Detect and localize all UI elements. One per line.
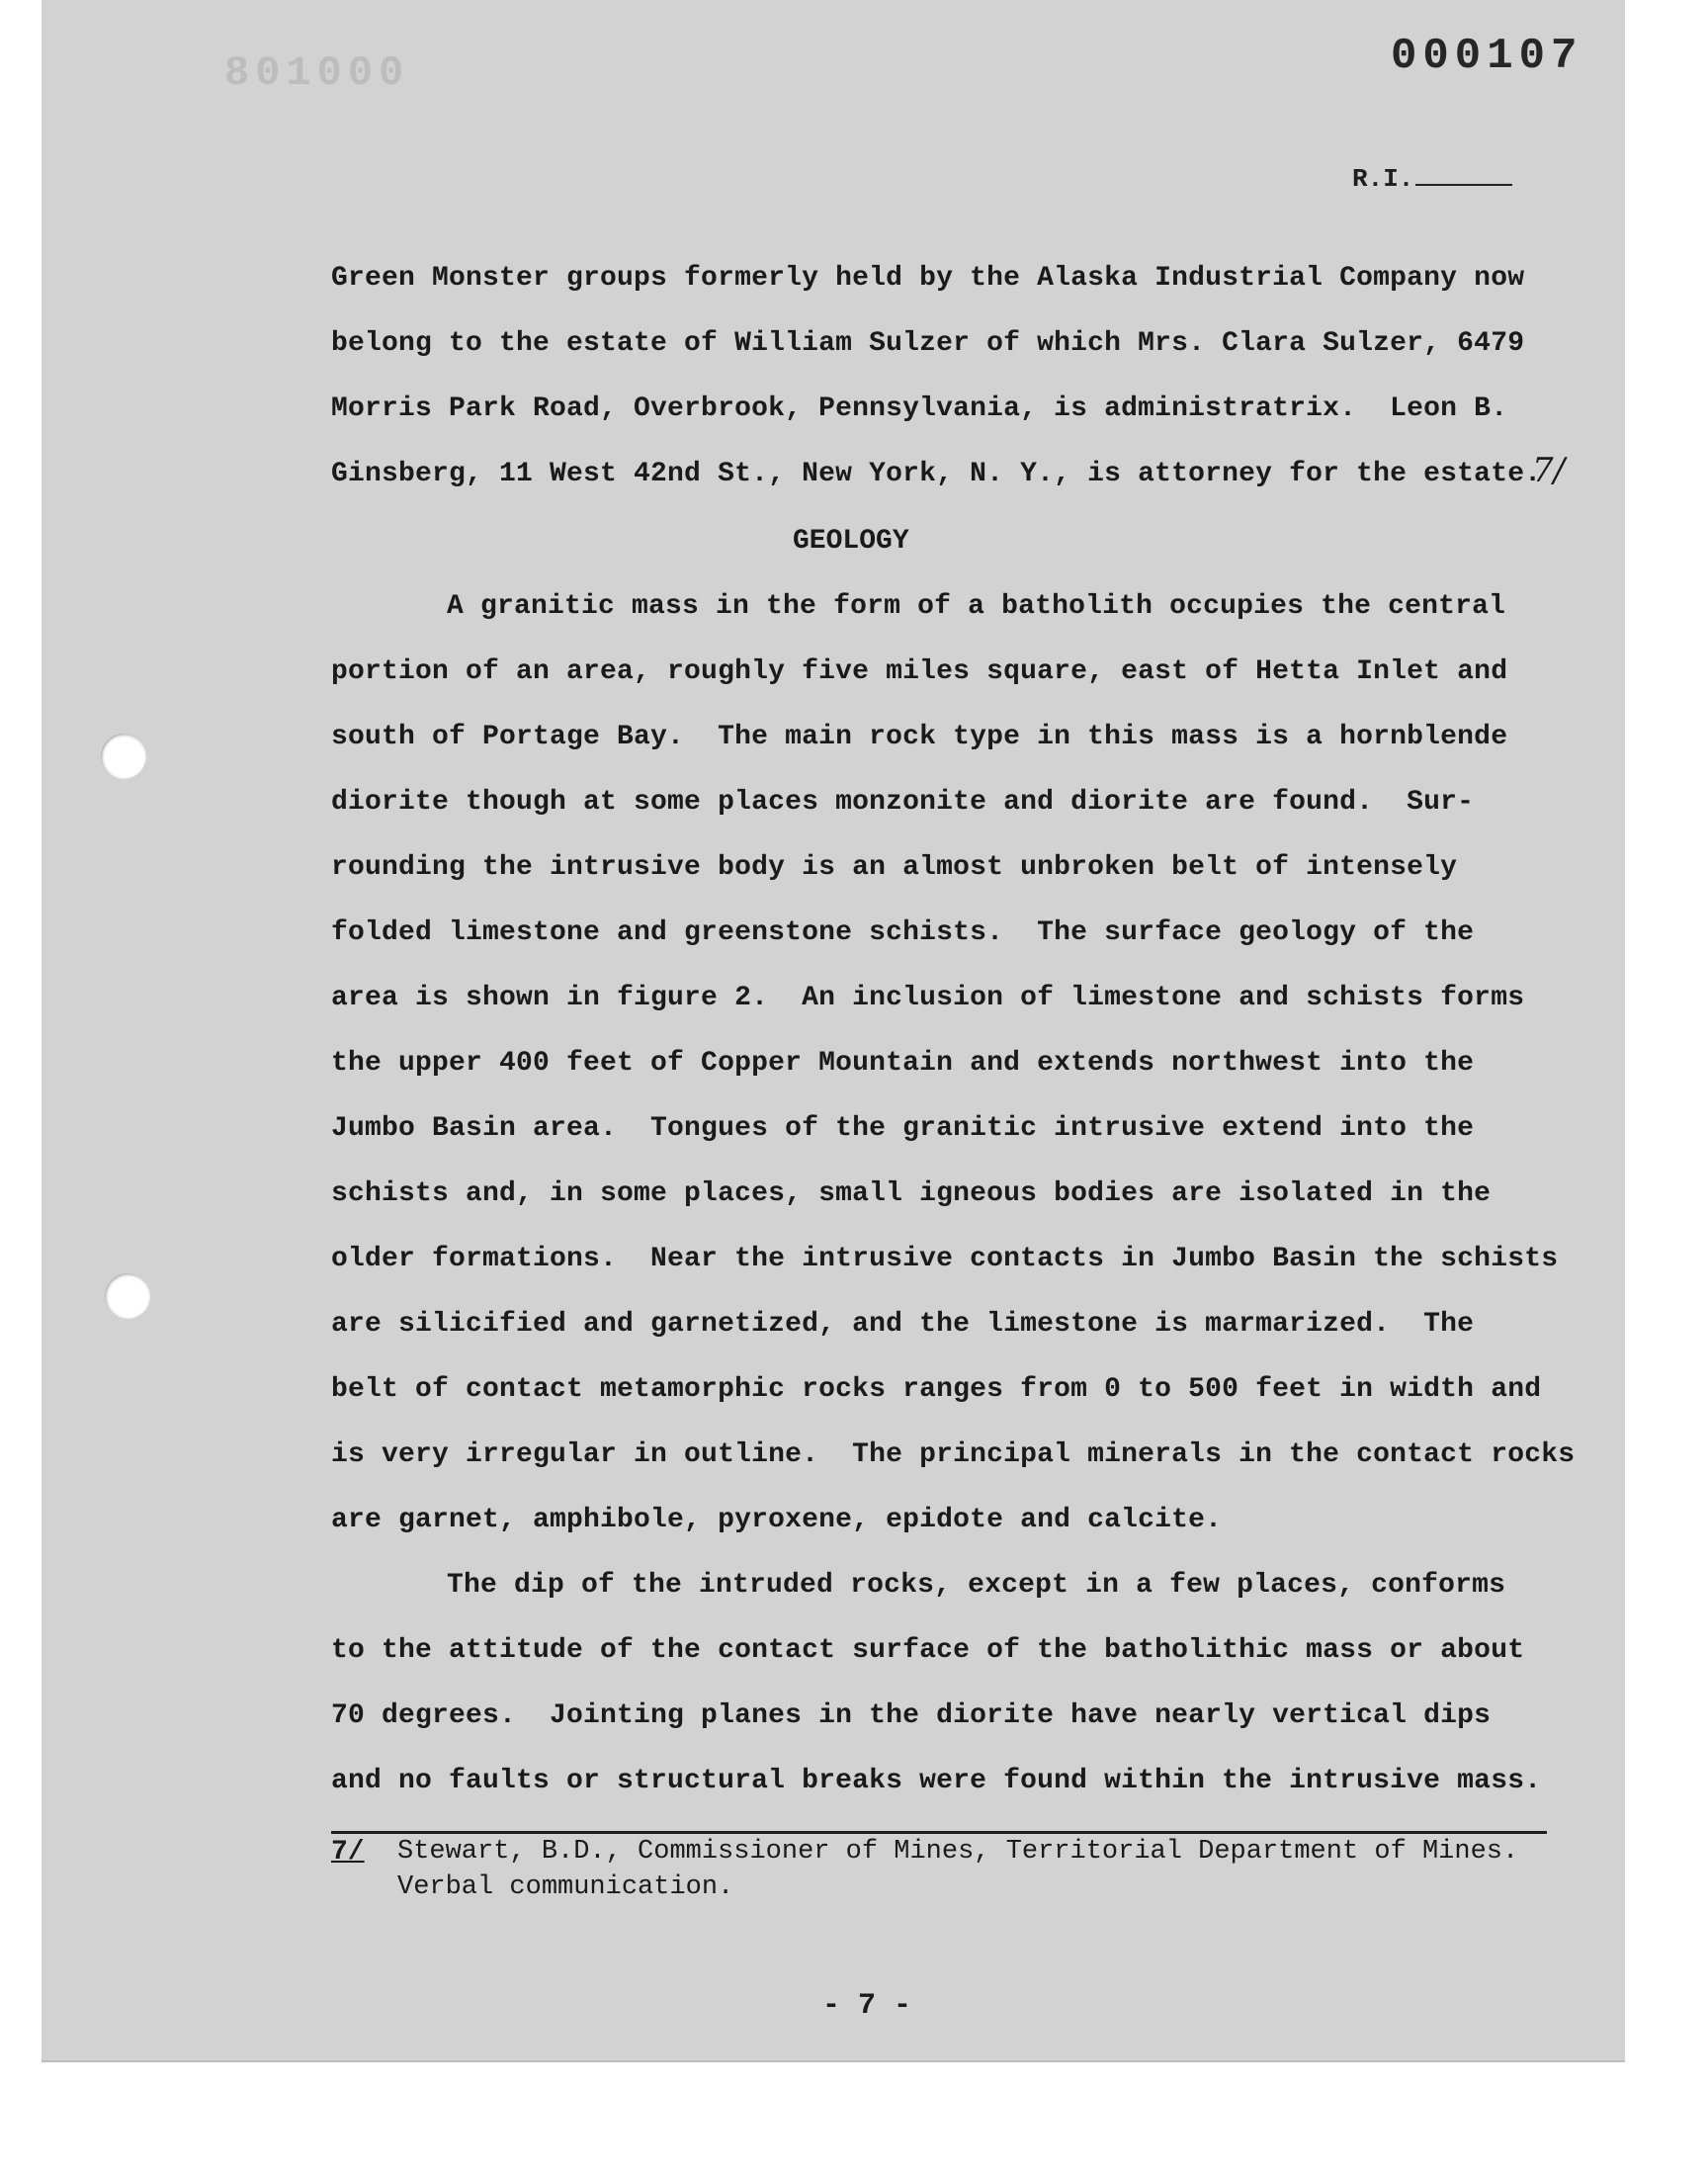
paragraph-line: the upper 400 feet of Copper Mountain and extends northwest into the bbox=[331, 1048, 1475, 1079]
paragraph-line: portion of an area, roughly five miles square, east of Hetta Inlet and bbox=[331, 656, 1508, 687]
page-stamp-number: 000107 bbox=[1391, 32, 1583, 81]
body-line: belong to the estate of William Sulzer of which Mrs. Clara Sulzer, 6479 bbox=[331, 328, 1525, 359]
paragraph-line: are garnet, amphibole, pyroxene, epidote and calcite. bbox=[331, 1505, 1223, 1535]
document-page bbox=[42, 0, 1625, 2060]
paragraph-line: rounding the intrusive body is an almost unbroken belt of intensely bbox=[331, 852, 1458, 883]
footnote-reference: 7/ bbox=[1532, 451, 1566, 490]
paragraph-line: is very irregular in outline. The principal minerals in the contact rocks bbox=[331, 1439, 1576, 1470]
ri-blank-line bbox=[1415, 184, 1512, 186]
paragraph-line: belt of contact metamorphic rocks ranges from 0 to 500 feet in width and bbox=[331, 1374, 1542, 1405]
paragraph-line: to the attitude of the contact surface of the batholithic mass or about bbox=[331, 1635, 1525, 1666]
footnote-number: 7/ bbox=[331, 1837, 365, 1868]
paragraph-line: A granitic mass in the form of a batholith occupies the central bbox=[447, 591, 1506, 622]
paragraph-line: older formations. Near the intrusive contacts in Jumbo Basin the schists bbox=[331, 1244, 1559, 1274]
body-line: Ginsberg, 11 West 42nd St., New York, N. Y., is attorney for the estate. bbox=[331, 459, 1542, 489]
footnote-divider bbox=[331, 1831, 1547, 1834]
section-heading: GEOLOGY bbox=[793, 526, 909, 557]
body-line: Green Monster groups formerly held by the Alaska Industrial Company now bbox=[331, 263, 1525, 294]
footnote-line: Verbal communication. bbox=[397, 1872, 734, 1902]
paragraph-line: south of Portage Bay. The main rock type in this mass is a hornblende bbox=[331, 722, 1508, 752]
paragraph-line: diorite though at some places monzonite and diorite are found. Sur- bbox=[331, 787, 1475, 818]
paragraph-line: 70 degrees. Jointing planes in the diorite have nearly vertical dips bbox=[331, 1700, 1492, 1731]
paragraph-line: schists and, in some places, small igneous bodies are isolated in the bbox=[331, 1178, 1492, 1209]
footnote-line: Stewart, B.D., Commissioner of Mines, Territorial Department of Mines. bbox=[397, 1837, 1519, 1867]
paragraph-line: folded limestone and greenstone schists. The surface geology of the bbox=[331, 917, 1475, 948]
paragraph-line: are silicified and garnetized, and the limestone is marmarized. The bbox=[331, 1309, 1475, 1340]
page-number: - 7 - bbox=[822, 1989, 912, 2023]
ri-label: R.I. bbox=[1352, 164, 1414, 194]
ri-field bbox=[1352, 164, 1512, 194]
paragraph-line: area is shown in figure 2. An inclusion of limestone and schists forms bbox=[331, 983, 1525, 1013]
punch-hole bbox=[105, 1273, 150, 1319]
paragraph-line: The dip of the intruded rocks, except in a few places, conforms bbox=[447, 1570, 1506, 1601]
punch-hole bbox=[101, 734, 146, 779]
paragraph-line: Jumbo Basin area. Tongues of the granitic intrusive extend into the bbox=[331, 1113, 1475, 1144]
paragraph-line: and no faults or structural breaks were found within the intrusive mass. bbox=[331, 1766, 1542, 1796]
faint-stamp-number: 801000 bbox=[224, 49, 410, 97]
body-line: Morris Park Road, Overbrook, Pennsylvania, is administratrix. Leon B. bbox=[331, 393, 1508, 424]
